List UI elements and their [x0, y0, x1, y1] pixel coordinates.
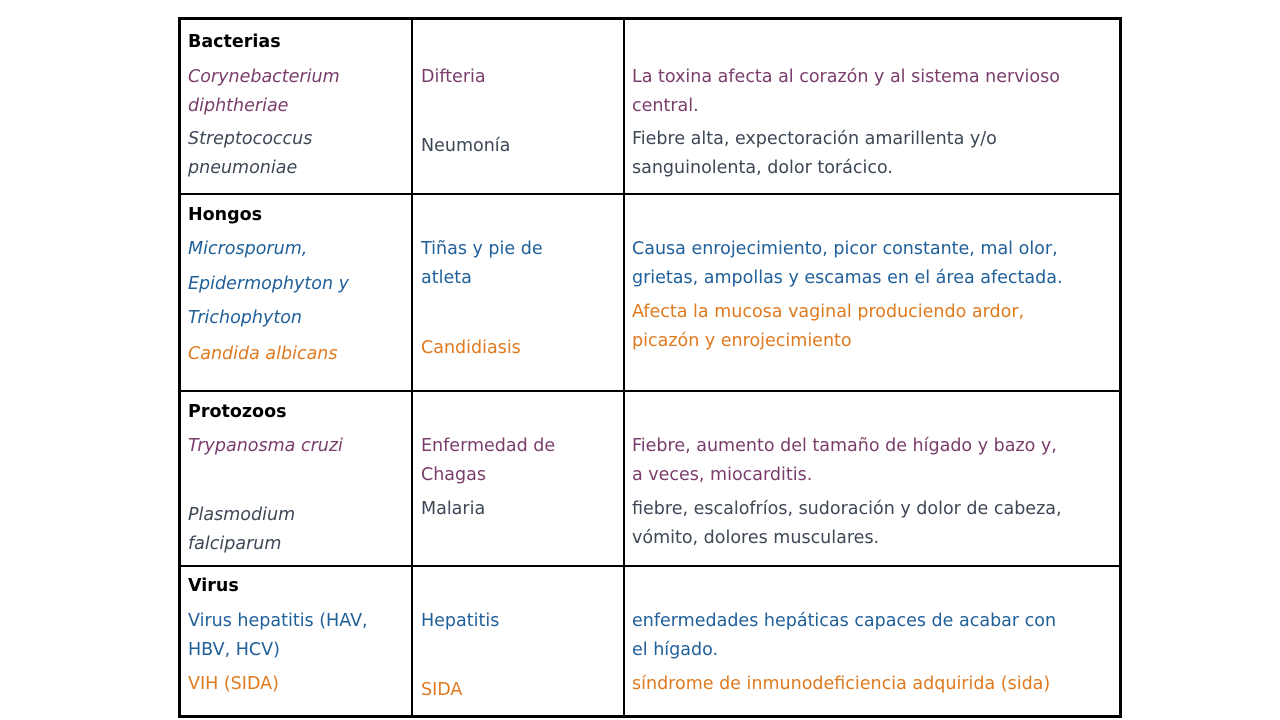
organism-name: Candida albicans [188, 344, 338, 364]
disease-name: Candidiasis [421, 338, 521, 358]
organism-name: falciparum [188, 534, 282, 554]
organism-name: pneumoniae [188, 158, 298, 178]
symptom-text: el hígado. [632, 640, 719, 660]
organism-name: Streptococcus [188, 129, 313, 149]
disease-name: Enfermedad de [421, 436, 556, 456]
disease-name: SIDA [421, 680, 463, 700]
symptom-text: picazón y enrojecimiento [632, 331, 852, 351]
symptom-text: Causa enrojecimiento, picor constante, mal olor, [632, 239, 1058, 259]
row-divider [181, 565, 1119, 567]
organism-name: diphtheriae [188, 96, 289, 116]
disease-name: Difteria [421, 67, 486, 87]
symptom-text: sanguinolenta, dolor torácico. [632, 158, 893, 178]
organism-name: Microsporum, [188, 239, 308, 259]
organism-name: Virus hepatitis (HAV, [188, 611, 368, 631]
row-header-bacterias: Bacterias [188, 32, 281, 52]
disease-name: Neumonía [421, 136, 511, 156]
disease-name: Hepatitis [421, 611, 500, 631]
organism-name: Epidermophyton y [188, 274, 349, 294]
symptom-text: Afecta la mucosa vaginal produciendo ardor, [632, 302, 1025, 322]
symptom-text: central. [632, 96, 699, 116]
organism-name: Trichophyton [188, 308, 303, 328]
symptom-text: vómito, dolores musculares. [632, 528, 880, 548]
column-divider [411, 20, 413, 715]
organism-name: Corynebacterium [188, 67, 340, 87]
row-header-virus: Virus [188, 576, 239, 596]
row-divider [181, 390, 1119, 392]
disease-name: Tiñas y pie de [421, 239, 543, 259]
organism-name: Trypanosma cruzi [188, 436, 343, 456]
symptom-text: Fiebre, aumento del tamaño de hígado y bazo y, [632, 436, 1057, 456]
row-header-hongos: Hongos [188, 205, 263, 225]
row-divider [181, 193, 1119, 195]
disease-name: atleta [421, 268, 472, 288]
symptom-text: grietas, ampollas y escamas en el área afectada. [632, 268, 1063, 288]
disease-name: Malaria [421, 499, 486, 519]
symptom-text: Fiebre alta, expectoración amarillenta y/o [632, 129, 997, 149]
symptom-text: La toxina afecta al corazón y al sistema nervioso [632, 67, 1060, 87]
symptom-text: a veces, miocarditis. [632, 465, 813, 485]
organism-name: Plasmodium [188, 505, 296, 525]
row-header-protozoos: Protozoos [188, 402, 287, 422]
symptom-text: síndrome de inmunodeficiencia adquirida (sida) [632, 674, 1051, 694]
symptom-text: fiebre, escalofríos, sudoración y dolor de cabeza, [632, 499, 1062, 519]
organism-name: HBV, HCV) [188, 640, 280, 660]
organism-name: VIH (SIDA) [188, 674, 279, 694]
disease-name: Chagas [421, 465, 486, 485]
disease-table [178, 17, 1122, 718]
column-divider [623, 20, 625, 715]
symptom-text: enfermedades hepáticas capaces de acabar con [632, 611, 1057, 631]
